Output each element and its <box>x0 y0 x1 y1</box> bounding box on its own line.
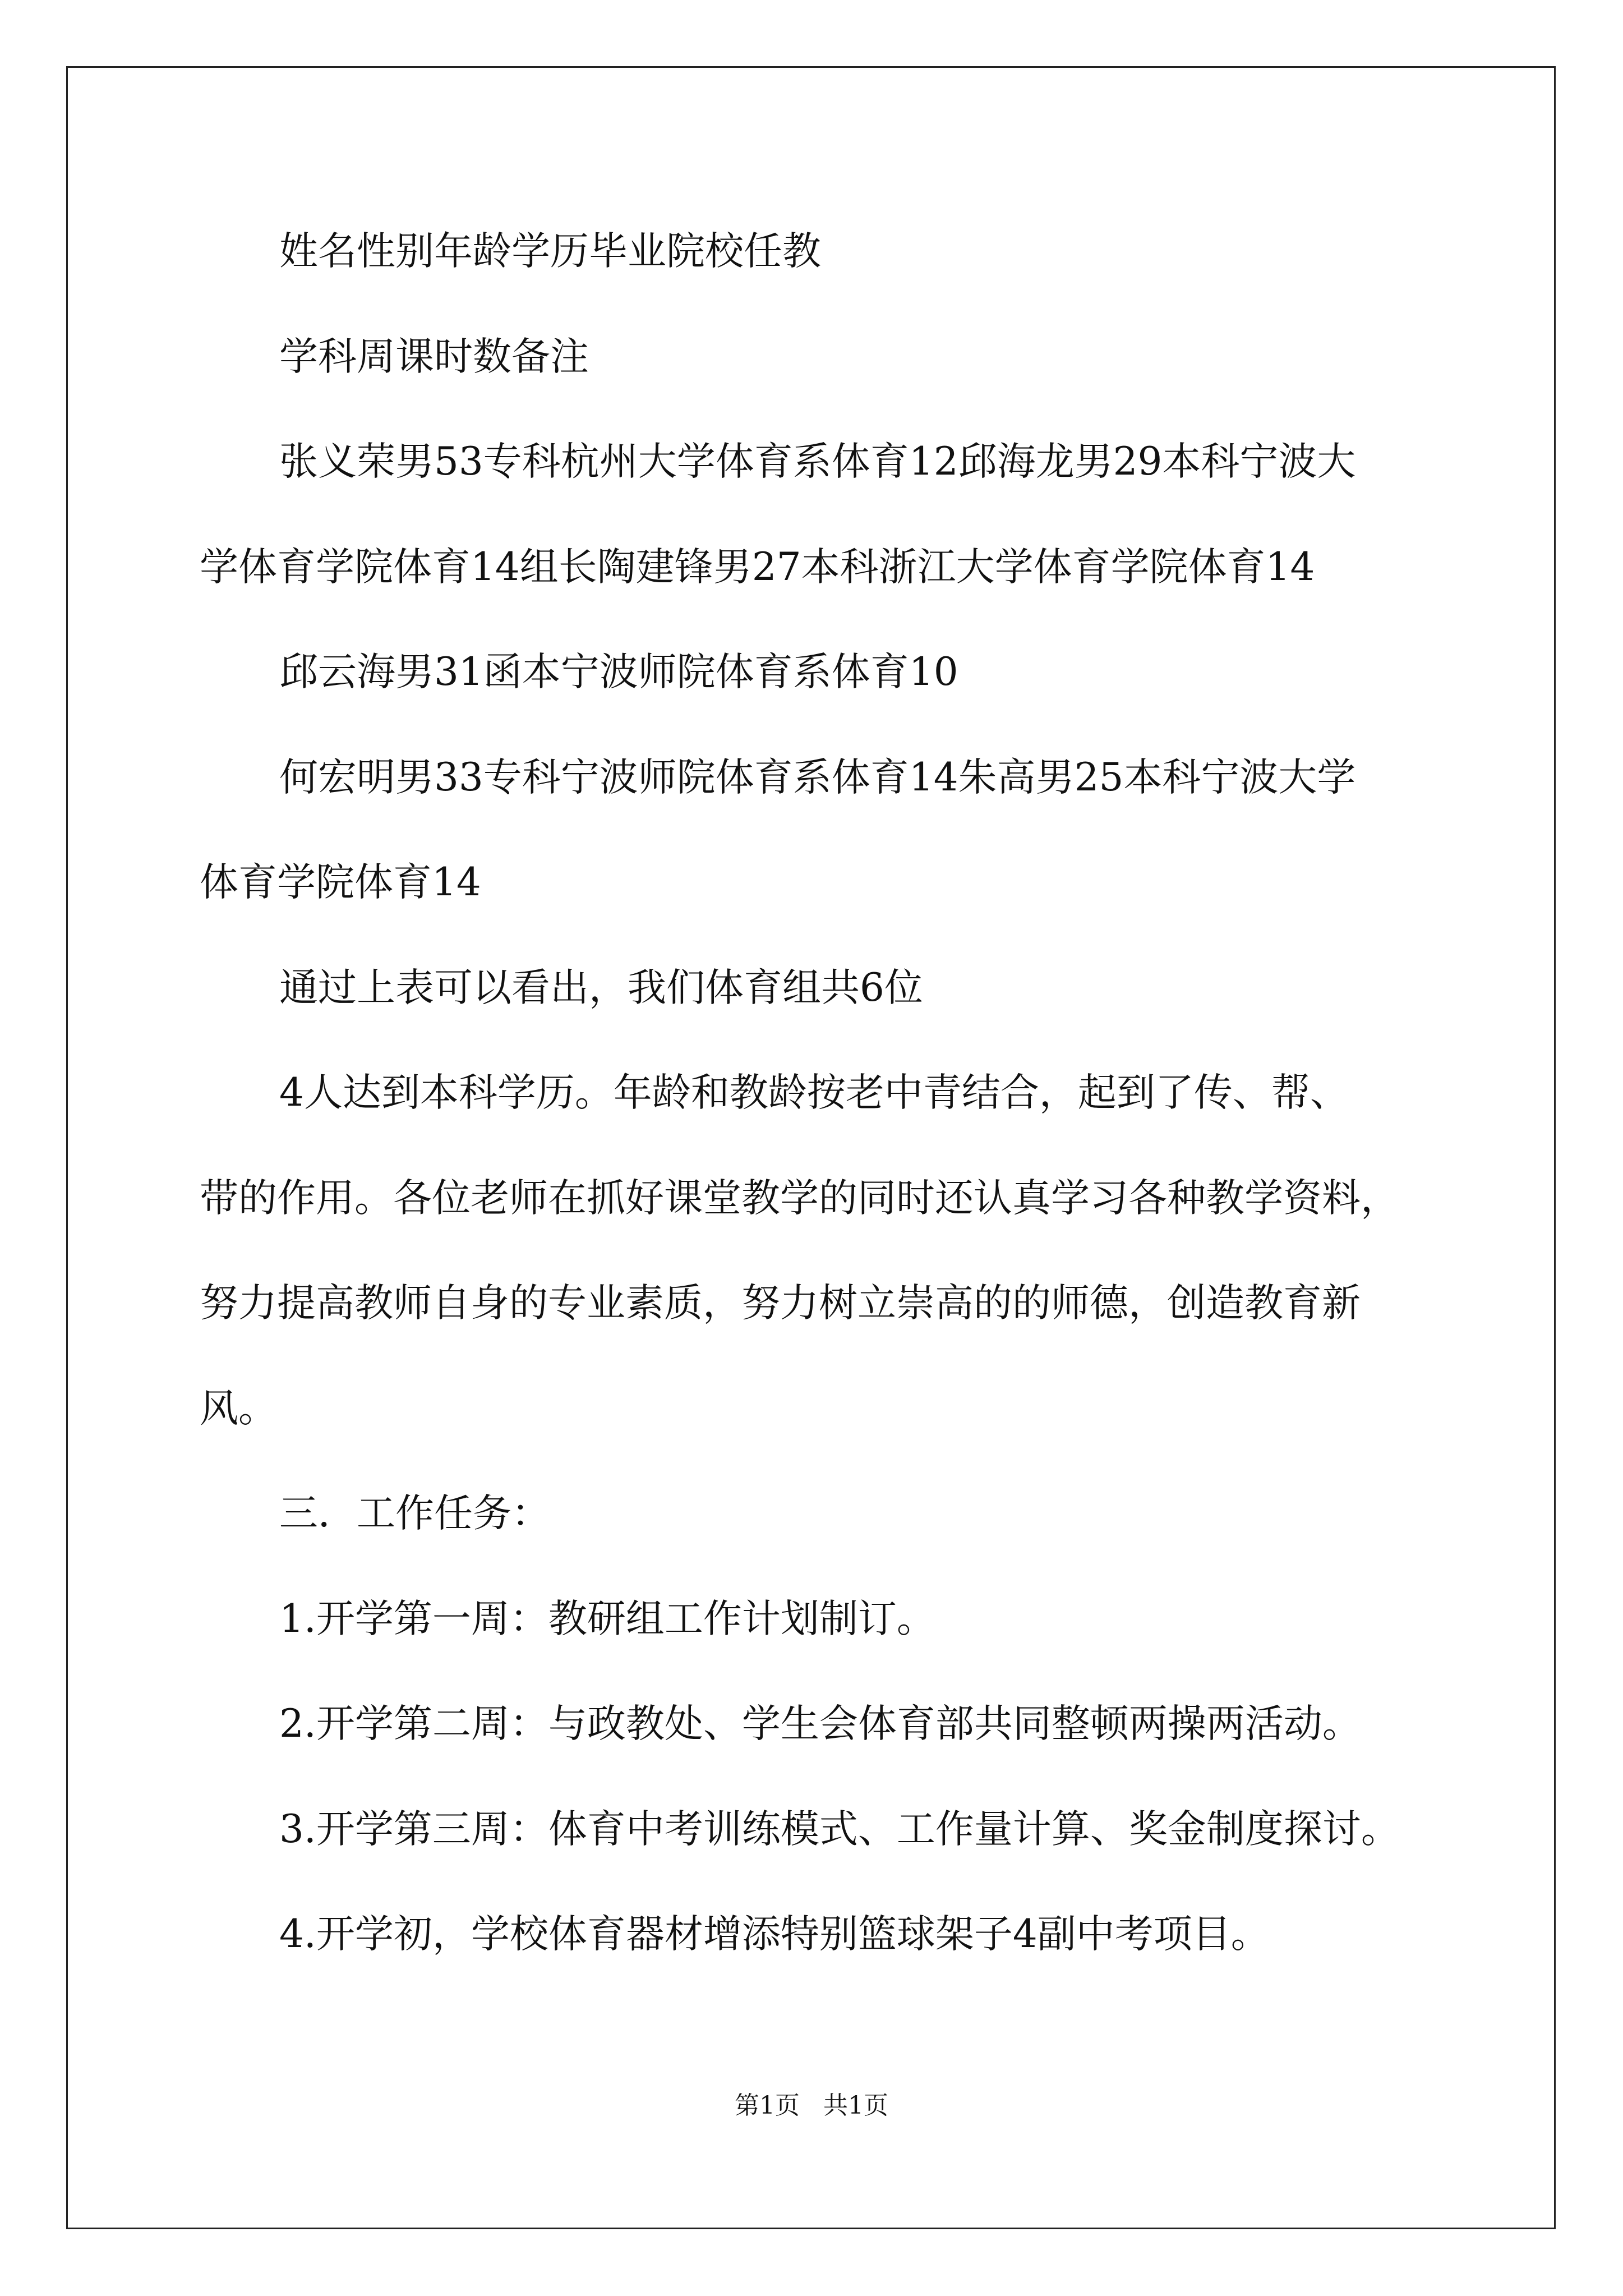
text-line-1: 姓名性别年龄学历毕业院校任教 <box>279 229 821 274</box>
task-item-1: 1.开学第一周：教研组工作计划制订。 <box>279 1596 935 1641</box>
text-line-9: 4人达到本科学历。年龄和教龄按老中青结合，起到了传、帮、 <box>279 1070 1349 1115</box>
task-item-3: 3.开学第三周：体育中考训练模式、工作量计算、奖金制度探讨。 <box>279 1807 1400 1852</box>
text-line-12: 风。 <box>200 1386 277 1431</box>
page-border <box>66 66 1556 2229</box>
text-line-11: 努力提高教师自身的专业素质，努力树立崇高的的师德，创造教育新 <box>200 1281 1361 1326</box>
page-footer: 第1页 共1页 <box>735 2091 888 2120</box>
text-line-2: 学科周课时数备注 <box>279 334 589 379</box>
section-heading: 三．工作任务： <box>279 1491 550 1536</box>
text-line-4: 学体育学院体育14组长陶建锋男27本科浙江大学体育学院体育14 <box>200 545 1315 590</box>
task-item-2: 2.开学第二周：与政教处、学生会体育部共同整顿两操两活动。 <box>279 1701 1361 1746</box>
text-line-7: 体育学院体育14 <box>200 860 481 905</box>
text-line-5: 邱云海男31函本宁波师院体育系体育10 <box>279 650 958 694</box>
text-line-6: 何宏明男33专科宁波师院体育系体育14朱高男25本科宁波大学 <box>279 755 1356 800</box>
text-line-3: 张义荣男53专科杭州大学体育系体育12邱海龙男29本科宁波大 <box>279 439 1356 484</box>
text-line-8: 通过上表可以看出，我们体育组共6位 <box>279 965 923 1010</box>
task-item-4: 4.开学初，学校体育器材增添特别篮球架子4副中考项目。 <box>279 1912 1270 1957</box>
text-line-10: 带的作用。各位老师在抓好课堂教学的同时还认真学习各种教学资料， <box>200 1176 1399 1221</box>
